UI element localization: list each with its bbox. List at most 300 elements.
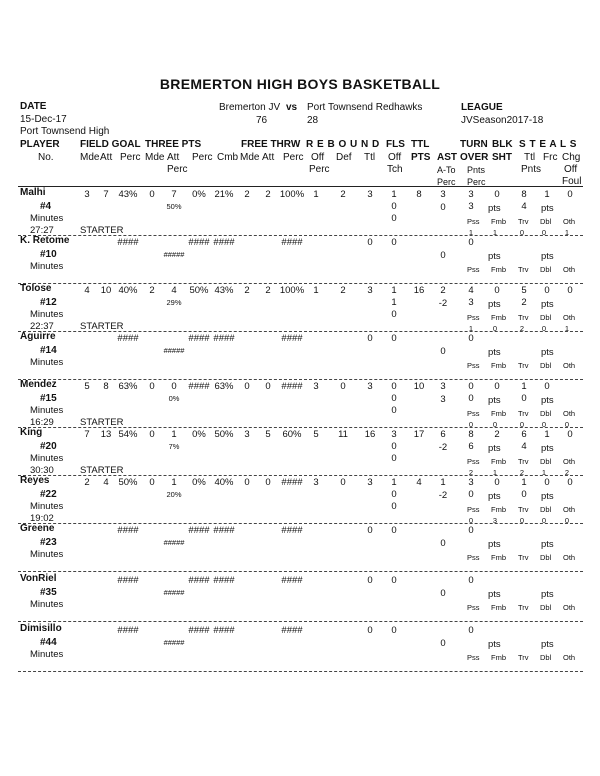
stat-reb-def: 0 [340,381,346,392]
turnover-label: Pss [467,409,480,418]
turnover-label: Oth [563,361,576,370]
turnover-value: 0 [519,228,525,237]
stat-fls: 0 [391,333,397,344]
row-divider [18,235,583,236]
stat-a-to: -2 [438,490,448,501]
turnover-label: Oth [563,217,576,226]
turnover-value: 0 [541,324,547,333]
stat-tp-mde: 0 [149,381,155,392]
stat-fg-att: 8 [103,381,109,392]
stat-chg: 0 [567,189,573,200]
league-label: LEAGUE [461,102,503,113]
pts-label: pts [541,299,554,310]
turnover-value: 0 [564,420,570,429]
player-number: #15 [40,393,57,404]
stat-cmb: 50% [214,429,234,440]
stat-reb-ttl: 16 [364,429,376,440]
pts-label: pts [488,539,501,550]
col-steals: S T E A L S [519,139,577,150]
minutes-value: 30:30 [30,465,54,476]
col-fg-mde: Mde [80,152,100,163]
stat-tp-att-perc: 20% [166,490,182,499]
pts-label: pts [488,347,501,358]
turnover-label: Pss [467,505,480,514]
stat-over: 0 [468,333,474,344]
stat-over: 0 [468,525,474,536]
stat-ttl: 1 [521,381,527,392]
stat-fls: 0 [391,575,397,586]
turnover-label: Fmb [491,217,506,226]
starter-badge: STARTER [80,465,124,476]
turnover-label: Pss [467,265,480,274]
col-ft-perc: Perc [283,152,304,163]
stat-ft-perc: 100% [279,285,305,296]
stat-tp-att-perc: ##### [163,250,185,259]
pts-label: pts [488,251,501,262]
stat-ast: 2 [440,285,446,296]
stat-ttl-pnts: 4 [521,201,527,212]
turnover-value: 2 [519,324,525,333]
col-chg-off: Off [564,164,578,175]
stat-frc: 0 [544,381,550,392]
player-number: #20 [40,441,57,452]
stat-over: 8 [468,429,474,440]
stat-fls-tch: 0 [391,453,397,464]
stat-fls-tch: 0 [391,309,397,320]
stat-fg-perc: #### [117,575,139,586]
stat-ft-mde: 0 [244,477,250,488]
turnover-value: 0 [468,516,474,525]
col-reb-off-perc: Perc [309,164,330,175]
stat-reb-def: 0 [340,477,346,488]
stat-fg-mde: 4 [84,285,90,296]
stat-ast: 6 [440,429,446,440]
turnover-value: 3 [492,516,498,525]
pts-label: pts [541,251,554,262]
col-ast: AST [437,152,457,163]
col-frc: Frc [543,152,558,163]
stat-frc: 1 [544,189,550,200]
turnover-label: Trv [518,265,529,274]
stat-reb-ttl: 0 [367,333,373,344]
turnover-label: Pss [467,217,480,226]
col-pnts-perc: Perc [467,177,486,187]
player-name: Tolose [20,283,52,294]
game-date: 15-Dec-17 [20,114,67,125]
stat-tp-perc: #### [188,625,210,636]
vs-label: vs [286,102,298,113]
stat-tp-att-perc: 0% [168,394,180,403]
turnover-label: Pss [467,313,480,322]
stat-tp-att: 0 [171,381,177,392]
stat-tp-att-perc: ##### [163,588,185,597]
turnover-label: Trv [518,361,529,370]
col-player: PLAYER [20,139,60,150]
minutes-label: Minutes [30,213,64,224]
stat-ast: 1 [440,477,446,488]
minutes-label: Minutes [30,261,64,272]
turnover-value: 1 [564,228,570,237]
stat-fg-perc: #### [117,237,139,248]
stat-reb-ttl: 3 [367,285,373,296]
stat-fg-perc: 63% [118,381,138,392]
pts-label: pts [541,589,554,600]
stat-fls-off: 0 [391,201,397,212]
turnover-value: 0 [541,420,547,429]
row-divider [18,671,583,672]
stat-fg-att: 7 [103,189,109,200]
stat-cmb: #### [213,625,235,636]
away-team: Port Townsend Redhawks [307,102,423,113]
stat-ttl: 6 [521,429,527,440]
turnover-label: Fmb [491,603,506,612]
stat-over: 3 [468,477,474,488]
turnover-label: Pss [467,603,480,612]
starter-badge: STARTER [80,321,124,332]
stat-over: 0 [468,381,474,392]
row-divider [18,379,583,380]
stat-reb-off: 1 [313,189,319,200]
turnover-value: 0 [492,324,498,333]
stat-tp-perc: 0% [192,477,206,488]
stat-fg-mde: 3 [84,189,90,200]
turnover-label: Dbl [540,553,552,562]
stat-cmb: #### [213,237,235,248]
stat-ft-mde: 2 [244,189,250,200]
minutes-label: Minutes [30,309,64,320]
col-chg-foul: Foul [562,176,582,187]
stat-tp-att: 7 [171,189,177,200]
stat-ft-mde: 0 [244,381,250,392]
stat-ft-att: 5 [265,429,271,440]
pts-label: pts [541,347,554,358]
stat-fg-perc: 54% [118,429,138,440]
stat-tp-perc: #### [188,237,210,248]
stat-fls: 3 [391,429,397,440]
stat-reb-ttl: 3 [367,477,373,488]
turnover-value: 2 [468,468,474,477]
stat-fls-off: 0 [391,489,397,500]
pts-label: pts [488,203,501,214]
col-fg-att: Att [100,152,113,163]
col-tp-perc: Perc [192,152,213,163]
player-number: #44 [40,637,57,648]
stat-fls: 0 [391,237,397,248]
col-a-to-perc: Perc [437,177,456,187]
turnover-label: Oth [563,457,576,466]
pts-label: pts [541,539,554,550]
home-team: Bremerton JV [219,102,281,113]
turnover-value: 1 [468,228,474,237]
col-pts: PTS [411,152,431,163]
player-name: Dimisillo [20,623,62,634]
row-divider [18,621,583,622]
turnover-label: Trv [518,217,529,226]
stat-tp-mde: 0 [149,477,155,488]
col-chg: Chg [562,152,581,163]
stat-ttl-pnts: 0 [521,393,527,404]
turnover-label: Dbl [540,653,552,662]
player-number: #12 [40,297,57,308]
stat-ttl-pnts: 2 [521,297,527,308]
stat-tp-att: 1 [171,429,177,440]
col-cmb: Cmb [217,152,239,163]
col-turn: TURN [460,139,488,150]
turnover-label: Trv [518,409,529,418]
stat-cmb: 63% [214,381,234,392]
player-number: #4 [40,201,52,212]
stat-a-to: 0 [440,250,446,261]
stat-fls-off: 0 [391,441,397,452]
turnover-label: Oth [563,553,576,562]
stat-a-to: 0 [440,538,446,549]
turnover-label: Trv [518,653,529,662]
turnover-value: 2 [564,468,570,477]
stat-ft-perc: #### [281,237,303,248]
turnover-label: Dbl [540,409,552,418]
stat-over: 0 [468,237,474,248]
starter-badge: STARTER [80,225,124,236]
player-name: Malhi [20,187,46,198]
stat-a-to: 0 [440,202,446,213]
stat-ft-perc: 100% [279,189,305,200]
stat-over: 4 [468,285,474,296]
turnover-label: Dbl [540,361,552,370]
player-number: #14 [40,345,57,356]
stat-a-to: -2 [438,298,448,309]
stat-chg: 0 [567,477,573,488]
minutes-value: 19:02 [30,513,54,524]
minutes-value: 22:37 [30,321,54,332]
stat-fls: 0 [391,381,397,392]
stat-ft-att: 2 [265,189,271,200]
stat-pnts: 0 [468,393,474,404]
turnover-label: Pss [467,361,480,370]
stat-fg-att: 10 [100,285,112,296]
turnover-value: 1 [564,324,570,333]
stat-a-to: -2 [438,442,448,453]
stat-pts: 16 [413,285,425,296]
stat-a-to: 0 [440,588,446,599]
col-reb-def: Def [336,152,352,163]
page-title: BREMERTON HIGH BOYS BASKETBALL [159,76,441,92]
turnover-label: Fmb [491,361,506,370]
stat-pts: 10 [413,381,425,392]
stat-reb-ttl: 3 [367,381,373,392]
stat-tp-perc: #### [188,575,210,586]
turnover-value: 0 [519,516,525,525]
game-location: Port Townsend High [20,126,110,137]
col-tp-att: Att [167,152,180,163]
col-a-to: A-To [437,165,456,175]
stat-reb-off: 3 [313,477,319,488]
col-field-goal: FIELD GOAL [80,139,141,150]
stat-ast: 3 [440,189,446,200]
stat-ttl-pnts: 4 [521,441,527,452]
turnover-label: Trv [518,553,529,562]
stat-fg-mde: 5 [84,381,90,392]
col-over: OVER [460,152,489,163]
player-name: K. Retome [20,235,70,246]
stat-tp-att-perc: 7% [168,442,180,451]
stat-cmb: 21% [214,189,234,200]
stat-chg: 0 [567,429,573,440]
minutes-label: Minutes [30,357,64,368]
minutes-value: 16:29 [30,417,54,428]
stat-tp-att-perc: ##### [163,346,185,355]
col-no: No. [38,152,54,163]
stat-tp-mde: 2 [149,285,155,296]
player-name: Aguirre [20,331,56,342]
row-divider [18,283,583,284]
stat-over: 3 [468,189,474,200]
turnover-value: 0 [564,516,570,525]
turnover-label: Trv [518,457,529,466]
stat-tp-mde: 0 [149,189,155,200]
stat-ft-perc: #### [281,333,303,344]
turnover-label: Pss [467,553,480,562]
stat-tp-att-perc: ##### [163,538,185,547]
stat-tp-att-perc: ##### [163,638,185,647]
stat-ft-perc: #### [281,477,303,488]
stat-tp-att: 4 [171,285,177,296]
col-fls-tch: Tch [387,164,403,175]
pts-label: pts [488,589,501,600]
stat-pnts: 0 [468,489,474,500]
stat-ft-att: 2 [265,285,271,296]
stat-tp-perc: 50% [189,285,209,296]
stat-fls: 1 [391,189,397,200]
stat-fls-tch: 0 [391,213,397,224]
player-name: Mendez [20,379,57,390]
col-pnts: Pnts [467,165,486,175]
col-reb-ttl: Ttl [364,152,376,163]
col-ttl: TTL [411,139,430,150]
stat-ft-perc: #### [281,625,303,636]
stat-fg-perc: #### [117,625,139,636]
stat-ttl-pnts: 0 [521,489,527,500]
away-score: 28 [307,115,319,126]
stat-over: 0 [468,625,474,636]
turnover-value: 1 [468,324,474,333]
stat-pnts: 6 [468,441,474,452]
turnover-value: 1 [492,468,498,477]
pts-label: pts [541,491,554,502]
col-fls-off: Off [388,152,402,163]
stat-fls: 1 [391,477,397,488]
stat-tp-att-perc: 29% [166,298,182,307]
turnover-label: Dbl [540,457,552,466]
stat-ft-perc: #### [281,575,303,586]
stat-frc: 0 [544,477,550,488]
turnover-label: Oth [563,409,576,418]
turnover-label: Trv [518,313,529,322]
stat-reb-ttl: 0 [367,525,373,536]
turnover-label: Oth [563,603,576,612]
minutes-label: Minutes [30,501,64,512]
stat-a-to: 3 [440,394,446,405]
turnover-label: Oth [563,505,576,514]
col-sht: SHT [492,152,512,163]
turnover-label: Fmb [491,653,506,662]
stat-sht: 0 [494,381,500,392]
stat-tp-perc: #### [188,381,210,392]
stat-fls-tch: 0 [391,405,397,416]
stat-cmb: #### [213,525,235,536]
stat-frc: 0 [544,285,550,296]
stat-reb-ttl: 3 [367,189,373,200]
minutes-label: Minutes [30,549,64,560]
turnover-value: 1 [541,468,547,477]
turnover-label: Dbl [540,603,552,612]
starter-badge: STARTER [80,417,124,428]
stat-reb-ttl: 0 [367,625,373,636]
stat-cmb: #### [213,333,235,344]
stat-ft-perc: #### [281,381,303,392]
col-tp-sub-perc: Perc [167,164,188,175]
pts-label: pts [488,443,501,454]
turnover-value: 2 [519,468,525,477]
stat-fg-perc: #### [117,525,139,536]
stat-tp-perc: 0% [192,189,206,200]
turnover-value: 0 [492,420,498,429]
col-blk: BLK [492,139,513,150]
stat-tp-mde: 0 [149,429,155,440]
stat-fls: 0 [391,625,397,636]
stat-reb-ttl: 0 [367,575,373,586]
stat-sht: 0 [494,189,500,200]
pts-label: pts [488,299,501,310]
stat-fg-mde: 2 [84,477,90,488]
stat-reb-off: 5 [313,429,319,440]
stat-fls: 1 [391,285,397,296]
stat-chg: 0 [567,285,573,296]
stat-ft-att: 0 [265,477,271,488]
turnover-label: Fmb [491,457,506,466]
col-tp-mde: Mde [145,152,165,163]
row-divider [18,475,583,476]
stat-ft-perc: #### [281,525,303,536]
turnover-label: Dbl [540,265,552,274]
turnover-label: Trv [518,603,529,612]
header-divider [18,186,583,187]
pts-label: pts [541,395,554,406]
stat-reb-def: 11 [338,429,348,440]
minutes-label: Minutes [30,453,64,464]
turnover-value: 0 [468,420,474,429]
stat-sht: 0 [494,477,500,488]
turnover-label: Fmb [491,505,506,514]
stat-pts: 17 [413,429,425,440]
player-number: #10 [40,249,57,260]
col-ft-mde: Mde [240,152,260,163]
stat-reb-off: 1 [313,285,319,296]
turnover-label: Oth [563,265,576,274]
turnover-value: 0 [541,516,547,525]
stat-ast: 3 [440,381,446,392]
stat-reb-def: 2 [340,285,346,296]
player-number: #22 [40,489,57,500]
stat-cmb: 43% [214,285,234,296]
row-divider [18,523,583,524]
col-three-pts: THREE PTS [145,139,202,150]
stat-pnts: 3 [468,201,474,212]
stat-pts: 8 [416,189,422,200]
stat-reb-ttl: 0 [367,237,373,248]
stat-tp-att-perc: 50% [166,202,182,211]
turnover-value: 0 [541,228,547,237]
col-ttl-pnts: Ttl [524,152,536,163]
